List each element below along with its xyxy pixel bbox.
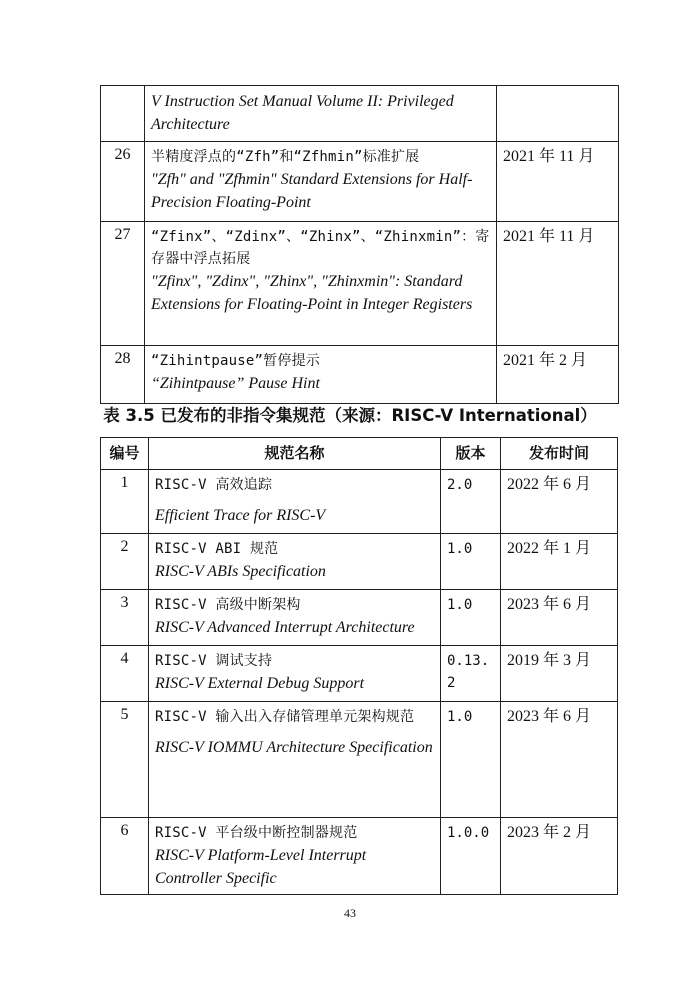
spec-version: 1.0.0 (441, 818, 501, 895)
spec-name-zh: 半精度浮点的“Zfh”和“Zfhmin”标准扩展 (151, 149, 420, 165)
release-date: 2023 年 2 月 (501, 818, 618, 895)
spec-name-cell (145, 346, 497, 404)
release-date: 2019 年 3 月 (501, 646, 618, 702)
row-number (101, 86, 145, 142)
table-row (101, 590, 618, 646)
spec-name-cell (149, 818, 441, 895)
spec-name-cell (149, 646, 441, 702)
table-row (101, 646, 618, 702)
spec-name-cell (149, 590, 441, 646)
table-row (101, 470, 618, 534)
release-date: 2021 年 11 月 (497, 142, 619, 222)
row-number: 5 (101, 702, 149, 818)
spec-name-en: "Zfh" and "Zfhmin" Standard Extensions for Half-Precision Floating-Point (151, 171, 473, 211)
table-row (101, 142, 619, 222)
spec-name-cell (145, 222, 497, 346)
release-date: 2021 年 11 月 (497, 222, 619, 346)
spec-name-zh: RISC-V 输入出入存储管理单元架构规范 (155, 709, 415, 725)
row-number: 26 (101, 142, 145, 222)
spec-name-cell (149, 702, 441, 818)
spec-version: 1.0 (441, 534, 501, 590)
table-row (101, 702, 618, 818)
spec-name-en: RISC-V Platform-Level Interrupt Controller Specific (155, 847, 367, 887)
spec-name-cell (145, 86, 497, 142)
spec-name-zh: “Zfinx”、“Zdinx”、“Zhinx”、“Zhinxmin”：寄存器中浮点拓展 (151, 229, 490, 267)
release-date: 2021 年 2 月 (497, 346, 619, 404)
header-number: 编号 (101, 438, 149, 470)
table-row (101, 818, 618, 895)
release-date: 2023 年 6 月 (501, 702, 618, 818)
spec-name-en: RISC-V IOMMU Architecture Specification (155, 739, 433, 756)
spec-name-en: V Instruction Set Manual Volume II: Privileged Architecture (151, 93, 454, 133)
spec-name-zh: RISC-V 调试支持 (155, 653, 273, 669)
page-number: 43 (344, 906, 356, 920)
spec-name-zh: RISC-V 高级中断架构 (155, 597, 301, 613)
row-number: 2 (101, 534, 149, 590)
spec-name-en: "Zfinx", "Zdinx", "Zhinx", "Zhinxmin": Standard Extensions for Floating-Point in Integer Registers (151, 273, 473, 313)
release-date (497, 86, 619, 142)
header-release-date: 发布时间 (501, 438, 618, 470)
release-date: 2023 年 6 月 (501, 590, 618, 646)
row-number: 4 (101, 646, 149, 702)
row-number: 6 (101, 818, 149, 895)
instruction-set-spec-table-continued (100, 85, 619, 404)
spec-name-zh: RISC-V 平台级中断控制器规范 (155, 825, 358, 841)
spec-name-en: RISC-V External Debug Support (155, 675, 365, 692)
spec-version: 1.0 (441, 590, 501, 646)
spec-name-zh: RISC-V 高效追踪 (155, 477, 273, 493)
release-date: 2022 年 6 月 (501, 470, 618, 534)
spec-name-cell (149, 534, 441, 590)
row-number: 27 (101, 222, 145, 346)
spec-name-zh: RISC-V ABI 规范 (155, 541, 279, 557)
table-caption: 表 3.5 已发布的非指令集规范（来源：RISC-V International） (103, 406, 597, 425)
table-row (101, 346, 619, 404)
header-version: 版本 (441, 438, 501, 470)
spec-version: 0.13.2 (441, 646, 501, 702)
row-number: 28 (101, 346, 145, 404)
table-row (101, 222, 619, 346)
table-row (101, 534, 618, 590)
row-number: 1 (101, 470, 149, 534)
spec-name-en: RISC-V ABIs Specification (155, 563, 326, 580)
spec-version: 1.0 (441, 702, 501, 818)
header-spec-name: 规范名称 (149, 438, 441, 470)
spec-version: 2.0 (441, 470, 501, 534)
non-isa-spec-table (100, 437, 618, 895)
spec-name-en: RISC-V Advanced Interrupt Architecture (155, 619, 415, 636)
spec-name-zh: “Zihintpause”暂停提示 (151, 353, 320, 369)
spec-name-cell (149, 470, 441, 534)
table-header-row (101, 438, 618, 470)
spec-name-en: “Zihintpause” Pause Hint (151, 375, 320, 392)
spec-name-en: Efficient Trace for RISC-V (155, 507, 326, 524)
release-date: 2022 年 1 月 (501, 534, 618, 590)
table-row (101, 86, 619, 142)
row-number: 3 (101, 590, 149, 646)
spec-name-cell (145, 142, 497, 222)
